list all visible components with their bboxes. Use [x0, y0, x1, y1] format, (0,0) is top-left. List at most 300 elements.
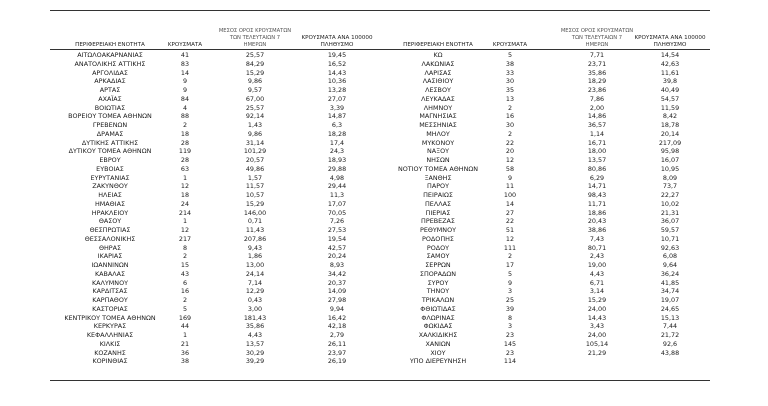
per100k-cell: 17,07	[327, 199, 347, 208]
table-row	[384, 200, 768, 209]
cases-cell: 28	[180, 138, 190, 147]
cases-cell: 2	[182, 252, 188, 261]
per100k-cell: 70,05	[327, 208, 347, 217]
avg-cell: 24,00	[587, 331, 607, 339]
table-row	[0, 331, 384, 340]
cases-cell: 21	[180, 339, 190, 348]
avg-cell: 23,86	[587, 86, 607, 94]
avg-cell: 49,86	[245, 164, 265, 173]
avg-cell: 92,14	[245, 112, 265, 121]
header-avg-line1: ΜΕΣΟΣ ΟΡΟΣ ΚΡΟΥΣΜΑΤΩΝ	[560, 28, 634, 34]
avg-cell: 1,86	[247, 252, 263, 261]
region-cell: ΛΕΣΒΟΥ	[425, 86, 451, 94]
table-row	[0, 226, 384, 235]
region-cell: ΠΙΕΡΙΑΣ	[425, 208, 451, 217]
table-row	[0, 130, 384, 139]
region-cell: ΙΚΑΡΙΑΣ	[97, 252, 123, 261]
table-row	[0, 357, 384, 366]
table-row	[384, 77, 768, 86]
table-row	[0, 340, 384, 349]
cases-cell: 27	[505, 208, 515, 217]
per100k-cell: 7,44	[662, 322, 678, 331]
per100k-cell: 21,72	[660, 331, 680, 339]
cases-cell: 12	[505, 156, 515, 164]
cases-cell: 39	[505, 304, 515, 313]
avg-cell: 3,14	[589, 287, 605, 296]
region-cell: ΤΡΙΚΑΛΩΝ	[421, 296, 455, 304]
avg-cell: 2,00	[589, 103, 605, 112]
avg-cell: 13,57	[587, 156, 607, 164]
per100k-cell: 54,57	[660, 94, 680, 103]
table-row	[0, 104, 384, 113]
table-row	[384, 349, 768, 358]
per100k-cell: 3,39	[329, 103, 345, 112]
table-row	[384, 95, 768, 104]
cases-cell: 30	[505, 121, 515, 129]
region-cell: ΙΩΑΝΝΙΝΩΝ	[91, 261, 129, 269]
avg-cell: 3,43	[589, 322, 605, 331]
avg-cell: 9,86	[247, 129, 263, 138]
region-cell: ΚΕΡΚΥΡΑΣ	[93, 322, 127, 331]
avg-cell: 1,43	[247, 121, 263, 129]
avg-cell: 80,86	[587, 164, 607, 173]
avg-cell: 20,43	[587, 217, 607, 226]
per100k-cell: 42,57	[327, 243, 347, 252]
region-cell: ΝΗΣΩΝ	[426, 156, 450, 164]
per100k-cell: 14,43	[327, 68, 347, 77]
cases-cell: 18	[180, 191, 190, 199]
region-cell: ΤΗΝΟΥ	[426, 287, 450, 296]
avg-cell: 7,71	[589, 51, 605, 59]
top-rule	[50, 10, 710, 11]
per100k-cell: 8,93	[329, 261, 345, 269]
table-row	[0, 322, 384, 331]
region-cell: ΜΕΣΣΗΝΙΑΣ	[419, 121, 457, 129]
table-row	[0, 51, 384, 60]
cases-cell: 1	[182, 331, 188, 339]
table-row	[384, 279, 768, 288]
avg-cell: 35,86	[587, 68, 607, 77]
avg-cell: 11,57	[245, 182, 265, 191]
table-row	[384, 287, 768, 296]
region-cell: ΛΗΜΝΟΥ	[423, 103, 453, 112]
per100k-cell: 27,07	[327, 94, 347, 103]
avg-cell: 11,43	[245, 226, 265, 234]
region-cell: ΞΑΝΘΗΣ	[424, 173, 452, 182]
cases-cell: 2	[507, 103, 513, 112]
per100k-cell: 92,6	[662, 339, 678, 348]
per100k-cell: 27,53	[327, 226, 347, 234]
cases-cell: 30	[505, 77, 515, 86]
cases-cell: 145	[503, 339, 517, 348]
avg-cell: 12,29	[245, 287, 265, 296]
table-row	[384, 104, 768, 113]
table-row	[384, 244, 768, 253]
per100k-cell: 14,54	[660, 51, 680, 59]
per100k-cell: 92,63	[660, 243, 680, 252]
cases-cell: 16	[505, 112, 515, 121]
region-cell: ΛΕΥΚΑΔΑΣ	[421, 94, 455, 103]
cases-cell: 9	[182, 86, 188, 94]
avg-cell: 18,00	[587, 147, 607, 156]
region-cell: ΡΟΔΟΠΗΣ	[422, 234, 454, 243]
per100k-cell: 15,13	[660, 313, 680, 322]
avg-cell: 9,43	[247, 243, 263, 252]
region-cell: ΑΡΤΑΣ	[99, 86, 121, 94]
avg-cell: 15,29	[587, 296, 607, 304]
cases-cell: 6	[182, 278, 188, 287]
per100k-cell: 19,07	[660, 296, 680, 304]
table-row	[0, 165, 384, 174]
cases-cell: 14	[180, 68, 190, 77]
table-row	[0, 200, 384, 209]
avg-cell: 36,57	[587, 121, 607, 129]
avg-cell: 7,86	[589, 94, 605, 103]
table-row	[384, 112, 768, 121]
per100k-cell: 22,27	[660, 191, 680, 199]
region-cell: ΧΑΝΙΩΝ	[425, 339, 451, 348]
region-cell: ΚΑΡΠΑΘΟΥ	[92, 296, 128, 304]
cases-cell: 2	[507, 129, 513, 138]
region-cell: ΚΑΛΥΜΝΟΥ	[91, 278, 129, 287]
table-row	[0, 60, 384, 69]
cases-cell: 35	[505, 86, 515, 94]
avg-cell: 10,57	[245, 191, 265, 199]
region-cell: ΚΕΦΑΛΛΗΝΙΑΣ	[86, 331, 134, 339]
region-cell: ΔΥΤΙΚΗΣ ΑΤΤΙΚΗΣ	[81, 138, 139, 147]
table-row	[0, 182, 384, 191]
region-cell: ΥΠΟ ΔΙΕΡΕΥΝΗΣΗ	[409, 357, 467, 366]
region-cell: ΛΑΣΙΘΙΟΥ	[422, 77, 454, 86]
region-cell: ΔΥΤΙΚΟΥ ΤΟΜΕΑ ΑΘΗΝΩΝ	[68, 147, 152, 156]
region-cell: ΚΟΡΙΝΘΙΑΣ	[92, 357, 128, 366]
cases-cell: 12	[505, 234, 515, 243]
per100k-cell: 217,09	[658, 138, 682, 147]
per100k-cell: 39,8	[662, 77, 678, 86]
header-avg-line1: ΜΕΣΟΣ ΟΡΟΣ ΚΡΟΥΣΜΑΤΩΝ	[218, 28, 292, 34]
avg-cell: 23,71	[587, 59, 607, 68]
cases-cell: 8	[507, 313, 513, 322]
avg-cell: 1,57	[247, 173, 263, 182]
region-cell: ΚΕΝΤΡΙΚΟΥ ΤΟΜΕΑ ΑΘΗΝΩΝ	[64, 313, 156, 322]
table-row	[0, 305, 384, 314]
region-cell: ΘΗΡΑΣ	[98, 243, 122, 252]
region-cell: ΧΙΟΥ	[430, 348, 446, 357]
avg-cell: 20,57	[245, 156, 265, 164]
per100k-cell: 29,44	[327, 182, 347, 191]
region-cell: ΣΕΡΡΩΝ	[425, 261, 451, 269]
table-row	[0, 121, 384, 130]
table-row	[0, 270, 384, 279]
region-cell: ΦΩΚΙΔΑΣ	[423, 322, 453, 331]
table-row	[384, 305, 768, 314]
avg-cell: 18,29	[587, 77, 607, 86]
avg-cell: 1,14	[589, 129, 605, 138]
cases-cell: 4	[182, 103, 188, 112]
per100k-cell: 6,08	[662, 252, 678, 261]
avg-cell: 31,14	[245, 138, 265, 147]
cases-cell: 1	[182, 173, 188, 182]
per100k-cell: 11,61	[660, 68, 680, 77]
header-region: ΠΕΡΙΦΕΡΕΙΑΚΗ ΕΝΟΤΗΤΑ	[75, 42, 145, 48]
region-cell: ΚΩ	[433, 51, 443, 59]
cases-cell: 5	[182, 304, 188, 313]
per100k-cell: 8,09	[662, 173, 678, 182]
region-cell: ΚΙΛΚΙΣ	[99, 339, 121, 348]
table-row	[0, 217, 384, 226]
per100k-cell: 26,11	[327, 339, 347, 348]
per100k-cell: 6,3	[331, 121, 343, 129]
cases-cell: 114	[503, 357, 517, 366]
region-cell: ΣΑΜΟΥ	[426, 252, 450, 261]
cases-cell: 38	[180, 357, 190, 366]
region-cell: ΑΧΑΪΑΣ	[98, 94, 122, 103]
table-row	[0, 296, 384, 305]
per100k-cell: 18,28	[327, 129, 347, 138]
cases-cell: 14	[505, 199, 515, 208]
per100k-cell: 10,36	[327, 77, 347, 86]
table-row	[0, 69, 384, 78]
region-cell: ΦΘΙΩΤΙΔΑΣ	[420, 304, 456, 313]
per100k-cell: 34,74	[660, 287, 680, 296]
avg-cell: 39,29	[245, 357, 265, 366]
table-row	[384, 130, 768, 139]
avg-cell: 105,14	[585, 339, 609, 348]
per100k-cell: 29,88	[327, 164, 347, 173]
per100k-cell: 10,95	[660, 164, 680, 173]
table-row	[384, 165, 768, 174]
cases-cell: 3	[507, 287, 513, 296]
region-cell: ΦΛΩΡΙΝΑΣ	[421, 313, 455, 322]
avg-cell: 14,86	[587, 112, 607, 121]
region-cell: ΛΑΚΩΝΙΑΣ	[421, 59, 455, 68]
region-cell: ΕΥΒΟΙΑΣ	[96, 164, 124, 173]
table-row	[0, 156, 384, 165]
per100k-cell: 95,98	[660, 147, 680, 156]
header-per100k-line1: ΚΡΟΥΣΜΑΤΑ ΑΝΑ 100000	[301, 35, 373, 41]
per100k-cell: 43,88	[660, 348, 680, 357]
avg-cell: 24,00	[587, 304, 607, 313]
region-cell: ΑΡΓΟΛΙΔΑΣ	[92, 68, 128, 77]
header-avg-line3: ΗΜΕΡΩΝ	[585, 42, 609, 48]
avg-cell: 80,71	[587, 243, 607, 252]
table-row	[0, 314, 384, 323]
region-cell: ΠΕΛΛΑΣ	[425, 199, 451, 208]
region-cell: ΚΑΒΑΛΑΣ	[94, 269, 126, 278]
cases-cell: 5	[507, 51, 513, 59]
region-cell: ΒΟΡΕΙΟΥ ΤΟΜΕΑ ΑΘΗΝΩΝ	[68, 112, 152, 121]
table-row	[384, 182, 768, 191]
avg-cell: 4,43	[589, 269, 605, 278]
per100k-cell: 36,24	[660, 269, 680, 278]
table-row	[0, 252, 384, 261]
avg-cell: 4,43	[247, 331, 263, 339]
region-cell: ΚΟΖΑΝΗΣ	[94, 348, 126, 357]
header-per100k-line2: ΠΛΗΘΥΣΜΟ	[653, 42, 687, 48]
avg-cell: 38,86	[587, 226, 607, 234]
per100k-cell: 14,87	[327, 112, 347, 121]
cases-cell: 5	[507, 269, 513, 278]
per100k-cell: 27,98	[327, 296, 347, 304]
region-cell: ΓΡΕΒΕΝΩΝ	[92, 121, 128, 129]
table-row	[0, 95, 384, 104]
avg-cell: 14,71	[587, 182, 607, 191]
table-row	[384, 226, 768, 235]
header-per100k-line2: ΠΛΗΘΥΣΜΟ	[320, 42, 354, 48]
region-cell: ΜΥΚΟΝΟΥ	[421, 138, 455, 147]
region-cell: ΗΜΑΘΙΑΣ	[94, 199, 125, 208]
avg-cell: 13,00	[245, 261, 265, 269]
cases-cell: 17	[505, 261, 515, 269]
cases-cell: 12	[180, 226, 190, 234]
avg-cell: 6,29	[589, 173, 605, 182]
per100k-cell: 10,02	[660, 199, 680, 208]
avg-cell: 3,00	[247, 304, 263, 313]
avg-cell: 19,00	[587, 261, 607, 269]
cases-cell: 88	[180, 112, 190, 121]
cases-cell: 1	[182, 217, 188, 226]
avg-cell: 7,14	[247, 278, 263, 287]
per100k-cell: 42,18	[327, 322, 347, 331]
avg-cell: 9,86	[247, 77, 263, 86]
avg-cell: 67,00	[245, 94, 265, 103]
table-row	[0, 209, 384, 218]
cases-cell: 22	[505, 217, 515, 226]
per100k-cell: 18,93	[327, 156, 347, 164]
cases-cell: 41	[180, 51, 190, 59]
cases-cell: 13	[505, 94, 515, 103]
region-cell: ΗΡΑΚΛΕΙΟΥ	[91, 208, 129, 217]
region-cell: ΧΑΛΚΙΔΙΚΗΣ	[418, 331, 458, 339]
per100k-cell: 14,09	[327, 287, 347, 296]
per100k-cell: 16,52	[327, 59, 347, 68]
region-cell: ΣΠΟΡΑΔΩΝ	[419, 269, 457, 278]
cases-cell: 20	[505, 147, 515, 156]
cases-cell: 16	[180, 287, 190, 296]
table-row	[0, 235, 384, 244]
cases-cell: 22	[505, 138, 515, 147]
header-avg-line2: ΤΩΝ ΤΕΛΕΥΤΑΙΩΝ 7	[229, 35, 281, 41]
table-row	[384, 69, 768, 78]
cases-cell: 8	[182, 243, 188, 252]
cases-cell: 169	[178, 313, 192, 322]
region-cell: ΘΑΣΟΥ	[98, 217, 122, 226]
table-row	[384, 217, 768, 226]
cases-cell: 2	[507, 252, 513, 261]
cases-cell: 83	[180, 59, 190, 68]
per100k-cell: 13,28	[327, 86, 347, 94]
per100k-cell: 59,57	[660, 226, 680, 234]
avg-cell: 2,43	[589, 252, 605, 261]
per100k-cell: 40,49	[660, 86, 680, 94]
avg-cell: 15,29	[245, 68, 265, 77]
per100k-cell: 19,45	[327, 51, 347, 59]
per100k-cell: 34,42	[327, 269, 347, 278]
region-cell: ΘΕΣΠΡΩΤΙΑΣ	[89, 226, 131, 234]
avg-cell: 146,00	[243, 208, 267, 217]
per100k-cell: 4,98	[329, 173, 345, 182]
left-table-body	[0, 51, 384, 366]
table-row	[0, 261, 384, 270]
avg-cell: 11,71	[587, 199, 607, 208]
avg-cell: 84,29	[245, 59, 265, 68]
table-row	[384, 86, 768, 95]
avg-cell: 18,86	[587, 208, 607, 217]
table-row	[384, 174, 768, 183]
table-row	[384, 191, 768, 200]
per100k-cell: 2,79	[329, 331, 345, 339]
table-row	[0, 86, 384, 95]
table-row	[0, 191, 384, 200]
table-row	[0, 112, 384, 121]
cases-cell: 23	[505, 348, 515, 357]
cases-cell: 25	[505, 296, 515, 304]
region-cell: ΠΑΡΟΥ	[427, 182, 449, 191]
per100k-cell: 10,71	[660, 234, 680, 243]
cases-cell: 18	[180, 129, 190, 138]
table-row	[384, 209, 768, 218]
per100k-cell: 24,65	[660, 304, 680, 313]
per100k-cell: 73,7	[662, 182, 678, 191]
table-row	[0, 349, 384, 358]
avg-cell: 101,29	[243, 147, 267, 156]
table-row	[0, 279, 384, 288]
table-row	[0, 147, 384, 156]
table-row	[384, 235, 768, 244]
cases-cell: 38	[505, 59, 515, 68]
avg-cell: 0,43	[247, 296, 263, 304]
table-row	[0, 287, 384, 296]
table-row	[384, 357, 768, 366]
cases-cell: 214	[178, 208, 192, 217]
region-cell: ΕΥΡΥΤΑΝΙΑΣ	[90, 173, 130, 182]
region-cell: ΘΕΣΣΑΛΟΝΙΚΗΣ	[84, 234, 136, 243]
per100k-cell: 24,3	[329, 147, 345, 156]
cases-cell: 28	[180, 156, 190, 164]
cases-cell: 44	[180, 322, 190, 331]
per100k-cell: 20,24	[327, 252, 347, 261]
cases-cell: 23	[505, 331, 515, 339]
table-row	[384, 340, 768, 349]
avg-cell: 16,71	[587, 138, 607, 147]
header-cases: ΚΡΟΥΣΜΑΤΑ	[167, 42, 203, 48]
cases-cell: 11	[505, 182, 515, 191]
per100k-cell: 9,64	[662, 261, 678, 269]
per100k-cell: 11,59	[660, 103, 680, 112]
region-cell: ΜΑΓΝΗΣΙΑΣ	[419, 112, 457, 121]
region-cell: ΠΕΙΡΑΙΩΣ	[423, 191, 453, 199]
region-cell: ΖΑΚΥΝΘΟΥ	[92, 182, 128, 191]
table-row	[384, 314, 768, 323]
header-cases: ΚΡΟΥΣΜΑΤΑ	[492, 42, 528, 48]
cases-cell: 58	[505, 164, 515, 173]
cases-cell: 100	[503, 191, 517, 199]
per100k-cell: 36,07	[660, 217, 680, 226]
header-avg-line2: ΤΩΝ ΤΕΛΕΥΤΑΙΩΝ 7	[571, 35, 623, 41]
per100k-cell: 20,14	[660, 129, 680, 138]
cases-cell: 3	[507, 322, 513, 331]
table-row	[384, 156, 768, 165]
cases-cell: 2	[182, 296, 188, 304]
per100k-cell: 9,94	[329, 304, 345, 313]
region-cell: ΚΑΡΔΙΤΣΑΣ	[92, 287, 128, 296]
per100k-cell: 16,42	[327, 313, 347, 322]
per100k-cell: 19,54	[327, 234, 347, 243]
per100k-cell: 18,78	[660, 121, 680, 129]
table-row	[384, 261, 768, 270]
per100k-cell: 23,97	[327, 348, 347, 357]
table-row	[384, 60, 768, 69]
